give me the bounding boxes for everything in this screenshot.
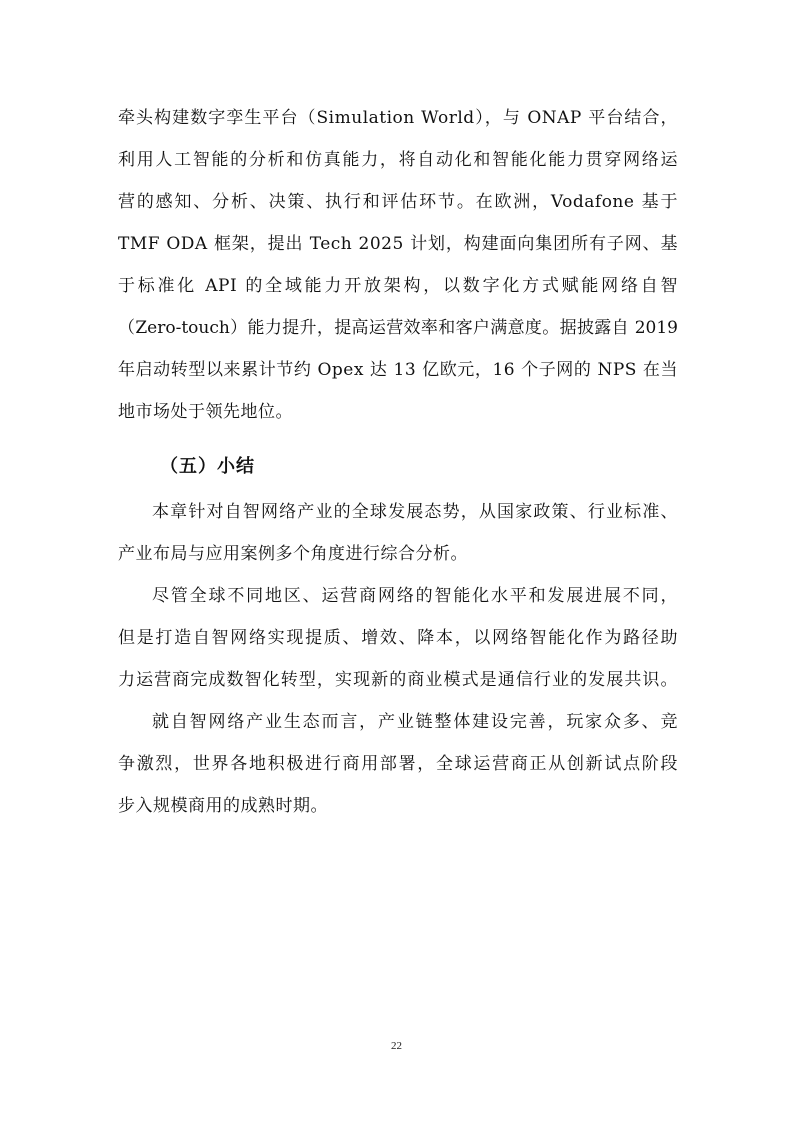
text-line: （Zero-touch）能力提升，提高运营效率和客户满意度。据披露自 2019 <box>118 318 678 338</box>
text-line: TMF ODA 框架，提出 Tech 2025 计划，构建面向集团所有子网、基 <box>118 234 678 254</box>
text-line: 地市场处于领先地位。 <box>118 402 293 422</box>
text-line: 尽管全球不同地区、运营商网络的智能化水平和发展进展不同， <box>152 586 678 606</box>
text-line: 争激烈，世界各地积极进行商用部署，全球运营商正从创新试点阶段 <box>118 754 678 774</box>
section-heading: （五）小结 <box>160 456 255 477</box>
page-number: 22 <box>391 1040 402 1052</box>
text-line: 步入规模商用的成熟时期。 <box>118 796 328 816</box>
text-line: 牵头构建数字孪生平台（Simulation World），与 ONAP 平台结合， <box>118 108 678 128</box>
text-line: 于标准化 API 的全域能力开放架构，以数字化方式赋能网络自智 <box>118 276 678 296</box>
text-line: 但是打造自智网络实现提质、增效、降本，以网络智能化作为路径助 <box>118 628 678 648</box>
text-line: 产业布局与应用案例多个角度进行综合分析。 <box>118 544 468 564</box>
text-line: 年启动转型以来累计节约 Opex 达 13 亿欧元，16 个子网的 NPS 在当 <box>118 360 678 380</box>
text-line: 力运营商完成数智化转型，实现新的商业模式是通信行业的发展共识。 <box>118 670 678 690</box>
text-line: 就自智网络产业生态而言，产业链整体建设完善，玩家众多、竞 <box>152 712 678 732</box>
text-line: 利用人工智能的分析和仿真能力，将自动化和智能化能力贯穿网络运 <box>118 150 678 170</box>
text-line: 本章针对自智网络产业的全球发展态势，从国家政策、行业标准、 <box>152 502 678 522</box>
text-line: 营的感知、分析、决策、执行和评估环节。在欧洲，Vodafone 基于 <box>118 192 678 212</box>
